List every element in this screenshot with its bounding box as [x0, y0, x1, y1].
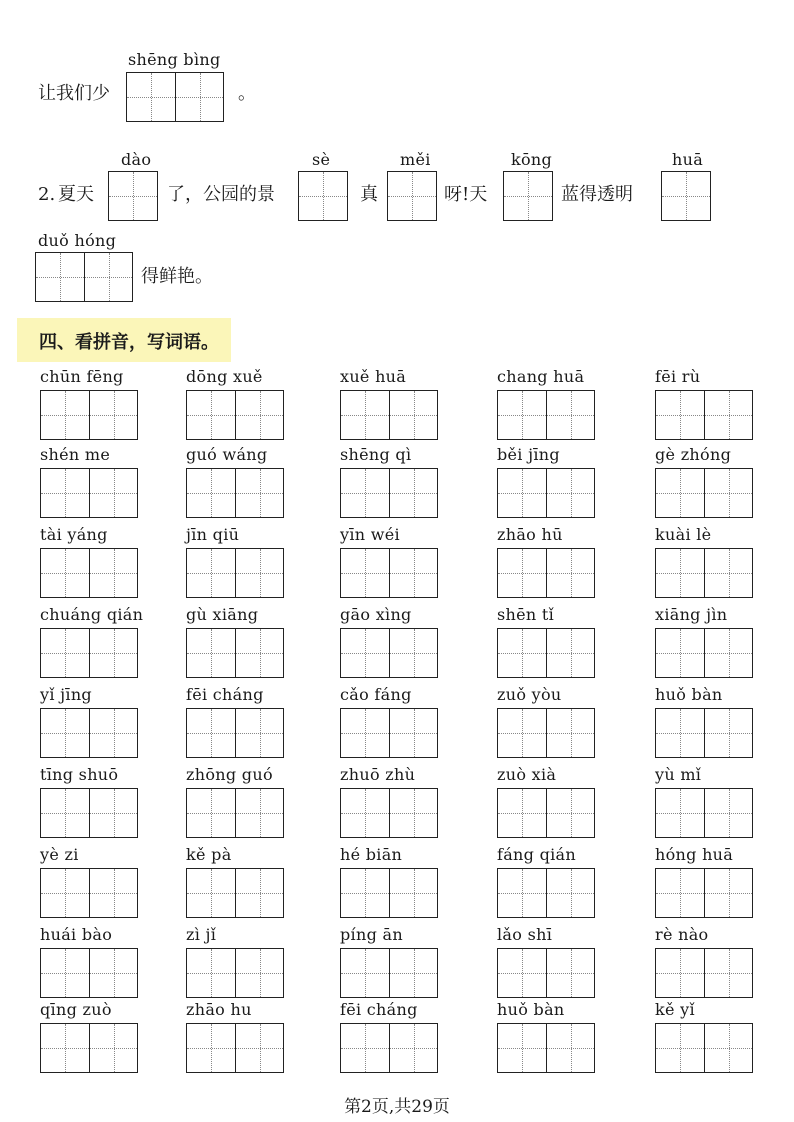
word-pinyin: chūn fēng [40, 367, 124, 386]
writing-cell[interactable] [341, 869, 389, 917]
writing-cell[interactable] [89, 629, 137, 677]
writing-box-q1[interactable] [126, 72, 224, 122]
word-writing-box[interactable] [186, 708, 284, 758]
writing-cell[interactable] [656, 789, 704, 837]
writing-cell[interactable] [127, 73, 175, 121]
word-writing-box[interactable] [186, 548, 284, 598]
writing-cell[interactable] [498, 709, 546, 757]
word-writing-box[interactable] [340, 390, 438, 440]
pinyin-q2-5: huā [672, 150, 704, 169]
writing-cell[interactable] [89, 391, 137, 439]
writing-cell[interactable] [704, 709, 752, 757]
q1-prefix-text: 让我们少 [38, 83, 110, 104]
writing-cell[interactable] [341, 949, 389, 997]
page-footer: 第2页,共29页 [344, 1097, 450, 1117]
writing-cell[interactable] [656, 549, 704, 597]
word-pinyin: tài yáng [40, 525, 108, 544]
word-pinyin: lǎo shī [497, 925, 553, 944]
writing-cell[interactable] [175, 73, 223, 121]
word-pinyin: píng ān [340, 925, 403, 944]
pinyin-q2-3: měi [400, 150, 431, 169]
word-pinyin: chang huā [497, 367, 585, 386]
writing-cell[interactable] [389, 789, 437, 837]
word-pinyin: fáng qián [497, 845, 576, 864]
word-writing-box[interactable] [186, 468, 284, 518]
word-pinyin: kuài lè [655, 525, 712, 544]
word-writing-box[interactable] [655, 468, 753, 518]
writing-box-q2-1[interactable] [108, 171, 158, 221]
writing-cell[interactable] [546, 709, 594, 757]
writing-cell[interactable] [341, 391, 389, 439]
writing-cell[interactable] [704, 1024, 752, 1072]
writing-cell[interactable] [498, 869, 546, 917]
word-pinyin: guó wáng [186, 445, 268, 464]
writing-cell[interactable] [504, 172, 552, 220]
writing-cell[interactable] [187, 1024, 235, 1072]
writing-cell[interactable] [341, 549, 389, 597]
word-pinyin: dōng xuě [186, 367, 263, 386]
writing-cell[interactable] [704, 869, 752, 917]
word-writing-box[interactable] [340, 868, 438, 918]
word-pinyin: yǐ jīng [40, 685, 92, 704]
writing-cell[interactable] [89, 709, 137, 757]
writing-cell[interactable] [656, 869, 704, 917]
writing-cell[interactable] [84, 253, 132, 301]
writing-cell[interactable] [235, 789, 283, 837]
writing-cell[interactable] [187, 869, 235, 917]
writing-cell[interactable] [41, 869, 89, 917]
writing-cell[interactable] [41, 709, 89, 757]
writing-cell[interactable] [704, 789, 752, 837]
word-pinyin: kě pà [186, 845, 232, 864]
writing-cell[interactable] [187, 629, 235, 677]
writing-cell[interactable] [89, 469, 137, 517]
word-writing-box[interactable] [40, 1023, 138, 1073]
writing-cell[interactable] [389, 391, 437, 439]
word-writing-box[interactable] [655, 390, 753, 440]
word-writing-box[interactable] [186, 628, 284, 678]
word-writing-box[interactable] [497, 468, 595, 518]
writing-cell[interactable] [389, 949, 437, 997]
word-writing-box[interactable] [655, 708, 753, 758]
word-pinyin: zhuō zhù [340, 765, 416, 784]
word-pinyin: yīn wéi [340, 525, 400, 544]
writing-cell[interactable] [704, 629, 752, 677]
word-writing-box[interactable] [497, 390, 595, 440]
word-pinyin: huǒ bàn [497, 1000, 565, 1019]
word-writing-box[interactable] [186, 390, 284, 440]
writing-cell[interactable] [656, 709, 704, 757]
word-writing-box[interactable] [340, 628, 438, 678]
word-writing-box[interactable] [655, 1023, 753, 1073]
word-pinyin: qīng zuò [40, 1000, 112, 1019]
word-writing-box[interactable] [655, 788, 753, 838]
word-pinyin: cǎo fáng [340, 685, 412, 704]
word-writing-box[interactable] [655, 628, 753, 678]
writing-cell[interactable] [498, 549, 546, 597]
writing-cell[interactable] [89, 1024, 137, 1072]
writing-cell[interactable] [187, 391, 235, 439]
word-pinyin: fēi cháng [340, 1000, 418, 1019]
writing-cell[interactable] [656, 629, 704, 677]
writing-box-q2-5[interactable] [661, 171, 711, 221]
writing-cell[interactable] [187, 549, 235, 597]
word-writing-box[interactable] [340, 708, 438, 758]
writing-cell[interactable] [546, 629, 594, 677]
writing-cell[interactable] [704, 391, 752, 439]
word-writing-box[interactable] [655, 948, 753, 998]
writing-cell[interactable] [41, 949, 89, 997]
word-pinyin: shén me [40, 445, 111, 464]
pinyin-q2-1: dào [121, 150, 152, 169]
writing-cell[interactable] [89, 949, 137, 997]
writing-cell[interactable] [235, 629, 283, 677]
word-writing-box[interactable] [497, 868, 595, 918]
writing-cell[interactable] [498, 1024, 546, 1072]
q2-text-3: 真 [360, 184, 378, 205]
writing-cell[interactable] [498, 789, 546, 837]
writing-cell[interactable] [389, 709, 437, 757]
word-pinyin: gè zhóng [655, 445, 732, 464]
q2-text-4: 呀!天 [444, 184, 488, 205]
word-writing-box[interactable] [497, 788, 595, 838]
writing-cell[interactable] [498, 469, 546, 517]
writing-cell[interactable] [187, 789, 235, 837]
writing-cell[interactable] [498, 629, 546, 677]
writing-cell[interactable] [656, 949, 704, 997]
writing-cell[interactable] [546, 549, 594, 597]
writing-cell[interactable] [89, 869, 137, 917]
writing-box-q2-3[interactable] [387, 171, 437, 221]
writing-cell[interactable] [41, 629, 89, 677]
word-pinyin: fēi cháng [186, 685, 264, 704]
writing-cell[interactable] [235, 1024, 283, 1072]
word-writing-box[interactable] [40, 708, 138, 758]
word-writing-box[interactable] [340, 948, 438, 998]
q2-text-6: 得鲜艳。 [141, 266, 213, 287]
word-writing-box[interactable] [40, 788, 138, 838]
pinyin-q2-2: sè [312, 150, 331, 169]
writing-cell[interactable] [389, 469, 437, 517]
writing-cell[interactable] [546, 391, 594, 439]
word-writing-box[interactable] [340, 548, 438, 598]
writing-cell[interactable] [704, 469, 752, 517]
word-writing-box[interactable] [40, 628, 138, 678]
word-writing-box[interactable] [186, 1023, 284, 1073]
word-pinyin: xiāng jìn [655, 605, 728, 624]
writing-cell[interactable] [341, 789, 389, 837]
writing-cell[interactable] [546, 789, 594, 837]
word-writing-box[interactable] [40, 868, 138, 918]
writing-cell[interactable] [235, 549, 283, 597]
writing-cell[interactable] [662, 172, 710, 220]
word-writing-box[interactable] [497, 1023, 595, 1073]
word-pinyin: gù xiāng [186, 605, 259, 624]
writing-cell[interactable] [235, 391, 283, 439]
word-pinyin: yè zi [40, 845, 79, 864]
pinyin-q2-6: duǒ hóng [38, 231, 117, 250]
q2-number: 2. [38, 184, 56, 205]
section-title: 四、看拼音，写词语。 [17, 318, 231, 362]
writing-box-q2-4[interactable] [503, 171, 553, 221]
writing-cell[interactable] [89, 789, 137, 837]
word-writing-box[interactable] [186, 788, 284, 838]
word-pinyin: fēi rù [655, 367, 701, 386]
pinyin-q1: shēng bìng [128, 50, 221, 69]
word-writing-box[interactable] [340, 468, 438, 518]
word-pinyin: jīn qiū [186, 525, 240, 544]
word-pinyin: shēng qì [340, 445, 412, 464]
writing-cell[interactable] [341, 709, 389, 757]
writing-cell[interactable] [341, 469, 389, 517]
writing-cell[interactable] [546, 869, 594, 917]
writing-cell[interactable] [187, 709, 235, 757]
word-pinyin: xuě huā [340, 367, 407, 386]
word-writing-box[interactable] [40, 948, 138, 998]
pinyin-q2-4: kōng [511, 150, 553, 169]
word-pinyin: běi jīng [497, 445, 560, 464]
writing-cell[interactable] [546, 1024, 594, 1072]
word-writing-box[interactable] [186, 868, 284, 918]
word-writing-box[interactable] [497, 948, 595, 998]
writing-cell[interactable] [656, 1024, 704, 1072]
writing-cell[interactable] [41, 391, 89, 439]
word-pinyin: zhāo hū [497, 525, 563, 544]
word-pinyin: yù mǐ [655, 765, 702, 784]
writing-cell[interactable] [89, 549, 137, 597]
writing-cell[interactable] [341, 1024, 389, 1072]
writing-cell[interactable] [704, 949, 752, 997]
word-pinyin: zì jǐ [186, 925, 217, 944]
writing-cell[interactable] [235, 709, 283, 757]
word-pinyin: shēn tǐ [497, 605, 555, 624]
word-writing-box[interactable] [497, 708, 595, 758]
word-pinyin: huǒ bàn [655, 685, 723, 704]
writing-cell[interactable] [187, 469, 235, 517]
word-writing-box[interactable] [340, 1023, 438, 1073]
word-pinyin: kě yǐ [655, 1000, 695, 1019]
writing-cell[interactable] [235, 869, 283, 917]
writing-cell[interactable] [299, 172, 347, 220]
q2-text-1: 夏天 [58, 184, 94, 205]
q2-text-2: 了，公园的景 [167, 184, 275, 205]
writing-cell[interactable] [41, 549, 89, 597]
word-pinyin: tīng shuō [40, 765, 119, 784]
word-writing-box[interactable] [40, 548, 138, 598]
q1-suffix-text: 。 [238, 83, 256, 104]
word-writing-box[interactable] [497, 548, 595, 598]
word-pinyin: chuáng qián [40, 605, 144, 624]
word-writing-box[interactable] [340, 788, 438, 838]
word-pinyin: rè nào [655, 925, 709, 944]
word-pinyin: gāo xìng [340, 605, 412, 624]
writing-cell[interactable] [388, 172, 436, 220]
word-pinyin: zuò xià [497, 765, 557, 784]
writing-cell[interactable] [109, 172, 157, 220]
writing-cell[interactable] [41, 469, 89, 517]
word-pinyin: huái bào [40, 925, 113, 944]
writing-cell[interactable] [389, 869, 437, 917]
writing-box-q2-6[interactable] [35, 252, 133, 302]
word-pinyin: zhōng guó [186, 765, 273, 784]
word-writing-box[interactable] [497, 628, 595, 678]
writing-cell[interactable] [498, 391, 546, 439]
writing-cell[interactable] [656, 391, 704, 439]
writing-box-q2-2[interactable] [298, 171, 348, 221]
writing-cell[interactable] [389, 549, 437, 597]
writing-cell[interactable] [656, 469, 704, 517]
writing-cell[interactable] [41, 1024, 89, 1072]
writing-cell[interactable] [235, 469, 283, 517]
writing-cell[interactable] [187, 949, 235, 997]
writing-cell[interactable] [498, 949, 546, 997]
word-pinyin: zhāo hu [186, 1000, 252, 1019]
writing-cell[interactable] [341, 629, 389, 677]
word-pinyin: zuǒ yòu [497, 685, 562, 704]
writing-cell[interactable] [546, 949, 594, 997]
writing-cell[interactable] [41, 789, 89, 837]
word-writing-box[interactable] [186, 948, 284, 998]
writing-cell[interactable] [389, 1024, 437, 1072]
writing-cell[interactable] [704, 549, 752, 597]
word-pinyin: hóng huā [655, 845, 734, 864]
word-pinyin: hé biān [340, 845, 403, 864]
word-writing-box[interactable] [40, 390, 138, 440]
writing-cell[interactable] [546, 469, 594, 517]
word-writing-box[interactable] [655, 868, 753, 918]
word-writing-box[interactable] [40, 468, 138, 518]
writing-cell[interactable] [389, 629, 437, 677]
writing-cell[interactable] [36, 253, 84, 301]
writing-cell[interactable] [235, 949, 283, 997]
q2-text-5: 蓝得透明 [561, 184, 633, 205]
word-writing-box[interactable] [655, 548, 753, 598]
